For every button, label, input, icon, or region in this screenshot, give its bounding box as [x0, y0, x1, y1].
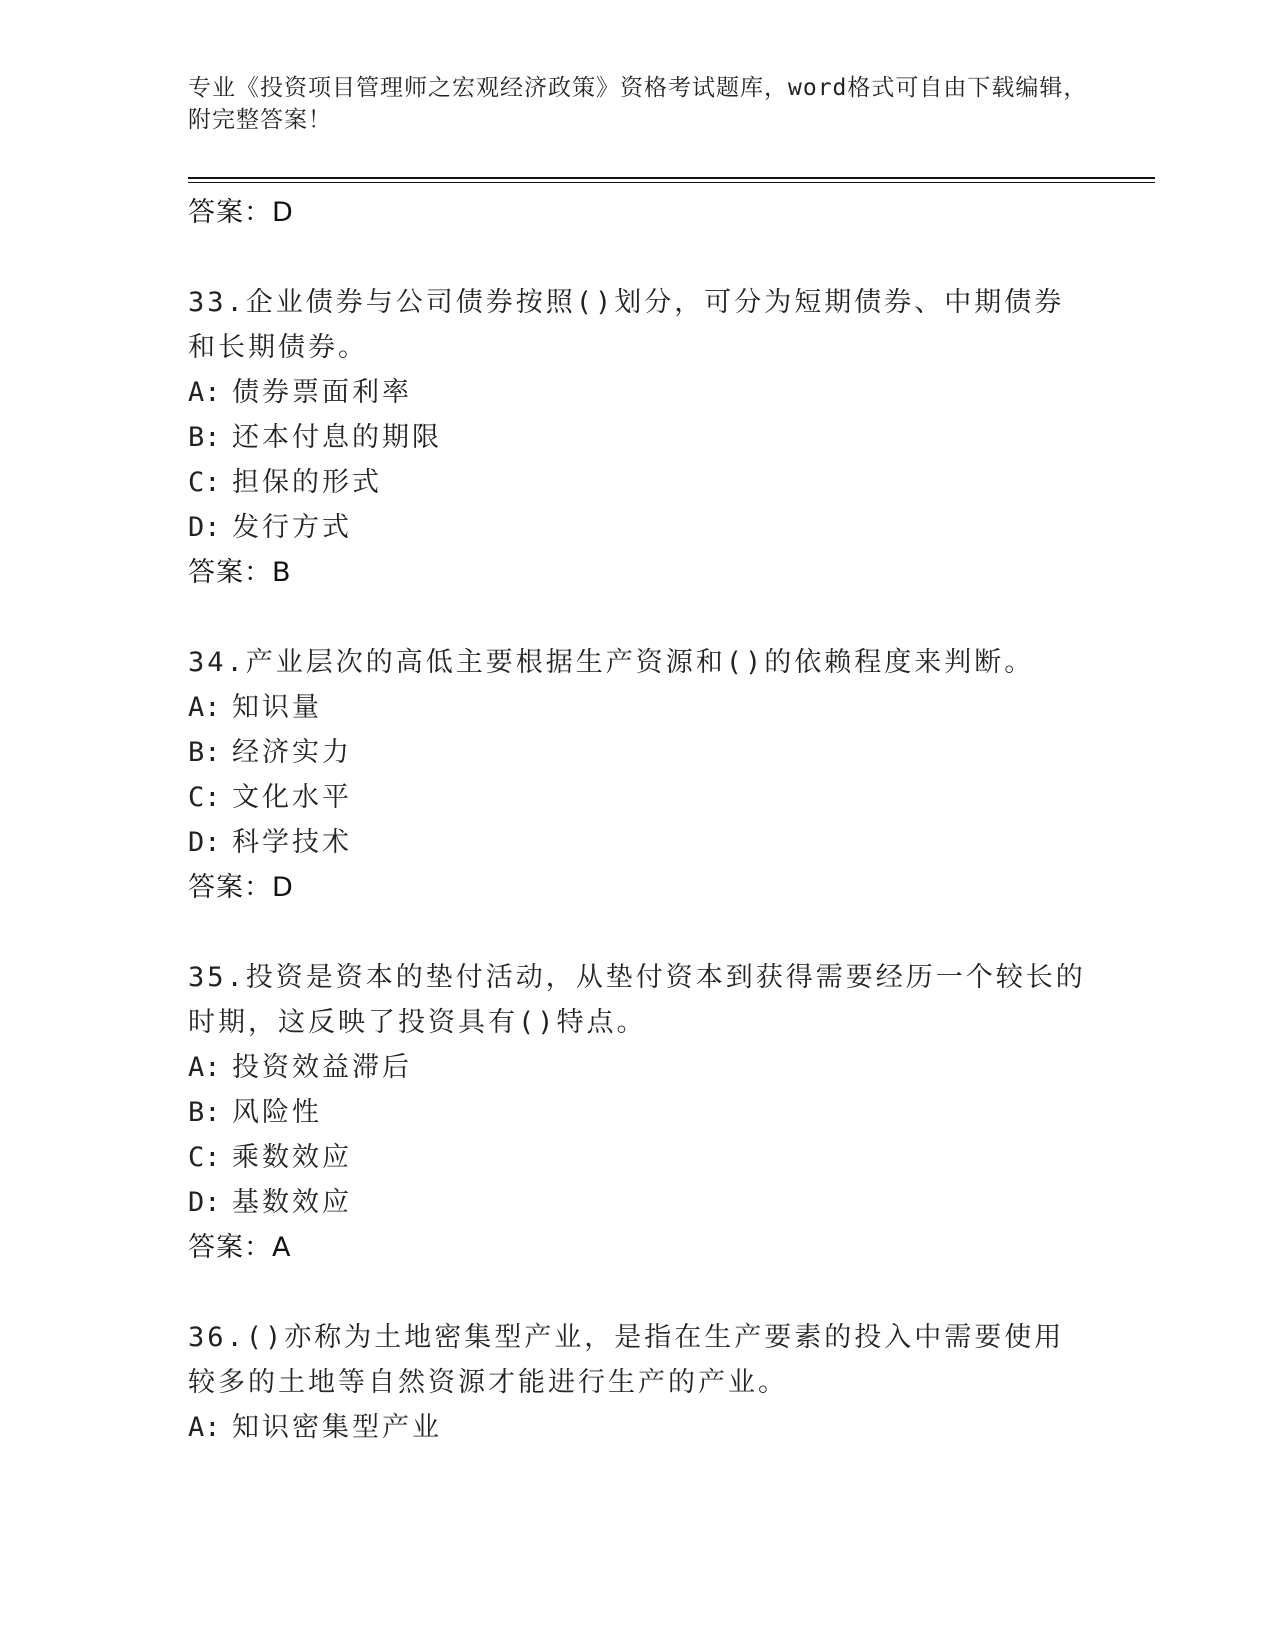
- option-b: [188, 415, 1088, 460]
- option-a: [188, 1045, 1088, 1090]
- option-a: [188, 370, 1088, 415]
- question-stem: 36.()亦称为土地密集型产业，是指在生产要素的投入中需要使用较多的土地等自然资源才能进行生产的产业。: [188, 1322, 1065, 1398]
- option-key: C:: [188, 467, 221, 498]
- option-key: B:: [188, 422, 221, 453]
- option-text: 知识量: [232, 692, 322, 723]
- question-36: [188, 1315, 1088, 1450]
- option-b: [188, 1090, 1088, 1135]
- option-text: 科学技术: [232, 827, 352, 858]
- option-text: 发行方式: [232, 512, 352, 543]
- header-divider: [188, 177, 1155, 179]
- option-key: B:: [188, 1097, 221, 1128]
- option-a: [188, 1405, 1088, 1450]
- option-text: 还本付息的期限: [232, 422, 442, 453]
- option-c: [188, 1135, 1088, 1180]
- option-text: 经济实力: [232, 737, 352, 768]
- answer-line: 答案：D: [188, 872, 294, 903]
- answer-line: 答案：A: [188, 1232, 292, 1263]
- option-key: A:: [188, 692, 221, 723]
- question-stem: 34.产业层次的高低主要根据生产资源和()的依赖程度来判断。: [188, 647, 1035, 678]
- option-key: B:: [188, 737, 221, 768]
- answer-line: 答案：B: [188, 557, 292, 588]
- option-text: 风险性: [232, 1097, 322, 1128]
- option-text: 乘数效应: [232, 1142, 352, 1173]
- header-divider-thin: [188, 182, 1155, 183]
- question-list: [188, 190, 1088, 1450]
- option-text: 债券票面利率: [232, 377, 412, 408]
- option-b: [188, 730, 1088, 775]
- option-text: 投资效益滞后: [232, 1052, 412, 1083]
- option-key: A:: [188, 1052, 221, 1083]
- question-34: [188, 640, 1088, 910]
- option-key: D:: [188, 512, 221, 543]
- option-text: 担保的形式: [232, 467, 382, 498]
- option-key: D:: [188, 1187, 221, 1218]
- document-header: 专业《投资项目管理师之宏观经济政策》资格考试题库，word格式可自由下载编辑，附完整答案！: [188, 75, 1088, 133]
- option-text: 基数效应: [232, 1187, 352, 1218]
- option-key: A:: [188, 377, 221, 408]
- option-d: [188, 505, 1088, 550]
- option-d: [188, 820, 1088, 865]
- previous-answer: 答案：D: [188, 197, 294, 228]
- option-c: [188, 460, 1088, 505]
- option-key: A:: [188, 1412, 221, 1443]
- question-33: [188, 280, 1088, 595]
- option-a: [188, 685, 1088, 730]
- option-d: [188, 1180, 1088, 1225]
- option-key: C:: [188, 782, 221, 813]
- option-c: [188, 775, 1088, 820]
- question-35: [188, 955, 1088, 1270]
- question-stem: 33.企业债券与公司债券按照()划分，可分为短期债券、中期债券和长期债券。: [188, 287, 1065, 363]
- option-key: D:: [188, 827, 221, 858]
- option-key: C:: [188, 1142, 221, 1173]
- option-text: 知识密集型产业: [232, 1412, 442, 1443]
- option-text: 文化水平: [232, 782, 352, 813]
- question-stem: 35.投资是资本的垫付活动，从垫付资本到获得需要经历一个较长的时期，这反映了投资具有()特点。: [188, 962, 1086, 1038]
